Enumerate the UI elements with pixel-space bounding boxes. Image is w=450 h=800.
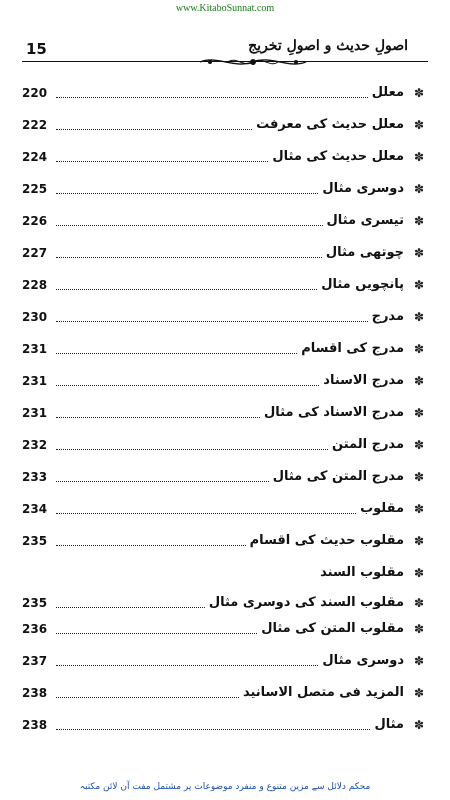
asterism-flower-icon: ✽ bbox=[413, 246, 425, 260]
toc-title: مدرج bbox=[371, 309, 404, 324]
toc-page-number: 228 bbox=[22, 278, 48, 292]
asterism-flower-icon: ✽ bbox=[413, 534, 425, 548]
asterism-flower-icon: ✽ bbox=[413, 86, 425, 100]
dot-leader bbox=[56, 696, 239, 698]
dot-leader bbox=[56, 96, 368, 98]
toc-row bbox=[22, 560, 428, 582]
toc-row bbox=[22, 712, 428, 734]
asterism-flower-icon: ✽ bbox=[413, 622, 425, 636]
toc-title: مقلوب حدیث کی اقسام bbox=[249, 533, 404, 548]
toc-page-number: 234 bbox=[22, 502, 48, 516]
toc-row bbox=[22, 648, 428, 670]
toc-page-number: 220 bbox=[22, 86, 48, 100]
toc-row bbox=[22, 112, 428, 134]
asterism-flower-icon: ✽ bbox=[413, 182, 425, 196]
dot-leader bbox=[56, 544, 246, 546]
dot-leader bbox=[56, 352, 297, 354]
dot-leader bbox=[56, 128, 252, 130]
toc-row bbox=[22, 680, 428, 702]
asterism-flower-icon: ✽ bbox=[413, 566, 425, 580]
toc-row bbox=[22, 590, 428, 612]
toc-title: پانچویں مثال bbox=[321, 277, 404, 292]
toc-page-number: 231 bbox=[22, 406, 48, 420]
toc-page-number: 231 bbox=[22, 374, 48, 388]
toc-row bbox=[22, 616, 428, 638]
toc-page-number: 232 bbox=[22, 438, 48, 452]
toc-page-number: 231 bbox=[22, 342, 48, 356]
toc-page-number: 225 bbox=[22, 182, 48, 196]
toc-title: معلل bbox=[371, 85, 404, 100]
footer-tagline: محکم دلائل سے مزین متنوع و منفرد موضوعات پر مشتمل مفت آن لائن مکتبہ bbox=[79, 782, 371, 792]
dot-leader bbox=[56, 160, 268, 162]
toc-title: دوسری مثال bbox=[322, 181, 404, 196]
toc-row bbox=[22, 368, 428, 390]
book-title: اصولِ حدیث و اصولِ تخریج bbox=[248, 38, 408, 54]
dot-leader bbox=[56, 448, 328, 450]
header-rule bbox=[22, 61, 428, 62]
toc-title: معلل حدیث کی معرفت bbox=[256, 117, 404, 132]
toc-row bbox=[22, 432, 428, 454]
toc-row bbox=[22, 400, 428, 422]
toc-page-number: 224 bbox=[22, 150, 48, 164]
toc-row bbox=[22, 496, 428, 518]
toc-page-number: 235 bbox=[22, 534, 48, 548]
toc-title: معلل حدیث کی مثال bbox=[272, 149, 404, 164]
toc-page-number: 226 bbox=[22, 214, 48, 228]
asterism-flower-icon: ✽ bbox=[413, 406, 425, 420]
toc-title: چوتھی مثال bbox=[325, 245, 404, 260]
toc-title: مقلوب السند bbox=[320, 565, 404, 580]
dot-leader bbox=[56, 224, 323, 226]
dot-leader bbox=[56, 606, 205, 608]
asterism-flower-icon: ✽ bbox=[413, 214, 425, 228]
toc-row bbox=[22, 336, 428, 358]
toc-page-number: 230 bbox=[22, 310, 48, 324]
toc-page-number: 236 bbox=[22, 622, 48, 636]
dot-leader bbox=[56, 512, 356, 514]
asterism-flower-icon: ✽ bbox=[413, 502, 425, 516]
ornament-flourish-icon bbox=[198, 53, 308, 71]
toc-row bbox=[22, 80, 428, 102]
toc-row bbox=[22, 240, 428, 262]
toc-title: مثال bbox=[374, 717, 404, 732]
blank-leader bbox=[56, 577, 316, 578]
toc-row bbox=[22, 304, 428, 326]
dot-leader bbox=[56, 416, 260, 418]
toc-row bbox=[22, 464, 428, 486]
page-number: 15 bbox=[26, 40, 47, 58]
toc-title: تیسری مثال bbox=[326, 213, 404, 228]
asterism-flower-icon: ✽ bbox=[413, 438, 425, 452]
toc-title: مقلوب المتن کی مثال bbox=[261, 621, 404, 636]
toc-page-number: 222 bbox=[22, 118, 48, 132]
asterism-flower-icon: ✽ bbox=[413, 150, 425, 164]
dot-leader bbox=[56, 664, 318, 666]
dot-leader bbox=[56, 480, 269, 482]
toc-title: دوسری مثال bbox=[322, 653, 404, 668]
dot-leader bbox=[56, 384, 319, 386]
toc-page-number: 238 bbox=[22, 718, 48, 732]
asterism-flower-icon: ✽ bbox=[413, 718, 425, 732]
toc-title: مدرج کی اقسام bbox=[301, 341, 404, 356]
asterism-flower-icon: ✽ bbox=[413, 686, 425, 700]
dot-leader bbox=[56, 256, 322, 258]
toc-title: مدرج المتن کی مثال bbox=[272, 469, 404, 484]
toc-page-number: 227 bbox=[22, 246, 48, 260]
dot-leader bbox=[56, 192, 318, 194]
asterism-flower-icon: ✽ bbox=[413, 118, 425, 132]
toc-title: مقلوب bbox=[360, 501, 404, 516]
asterism-flower-icon: ✽ bbox=[413, 596, 425, 610]
toc-row bbox=[22, 144, 428, 166]
toc-page-number: 233 bbox=[22, 470, 48, 484]
page-header bbox=[22, 38, 428, 74]
asterism-flower-icon: ✽ bbox=[413, 278, 425, 292]
toc-page-number: 235 bbox=[22, 596, 48, 610]
toc-title: مدرج المتن bbox=[332, 437, 404, 452]
asterism-flower-icon: ✽ bbox=[413, 310, 425, 324]
toc-row bbox=[22, 528, 428, 550]
asterism-flower-icon: ✽ bbox=[413, 654, 425, 668]
asterism-flower-icon: ✽ bbox=[413, 470, 425, 484]
toc-page-number: 237 bbox=[22, 654, 48, 668]
asterism-flower-icon: ✽ bbox=[413, 342, 425, 356]
toc-title: المزید فی متصل الاسانید bbox=[242, 685, 404, 700]
toc-title: مدرج الاسناد bbox=[323, 373, 404, 388]
dot-leader bbox=[56, 320, 368, 322]
dot-leader bbox=[56, 632, 257, 634]
toc-row bbox=[22, 208, 428, 230]
dot-leader bbox=[56, 728, 370, 730]
asterism-flower-icon: ✽ bbox=[413, 374, 425, 388]
toc-page-number: 238 bbox=[22, 686, 48, 700]
toc-title: مدرج الاسناد کی مثال bbox=[264, 405, 404, 420]
site-url[interactable]: www.KitaboSunnat.com bbox=[175, 3, 275, 14]
toc-title: مقلوب السند کی دوسری مثال bbox=[208, 595, 404, 610]
dot-leader bbox=[56, 288, 317, 290]
toc-row bbox=[22, 176, 428, 198]
toc-row bbox=[22, 272, 428, 294]
